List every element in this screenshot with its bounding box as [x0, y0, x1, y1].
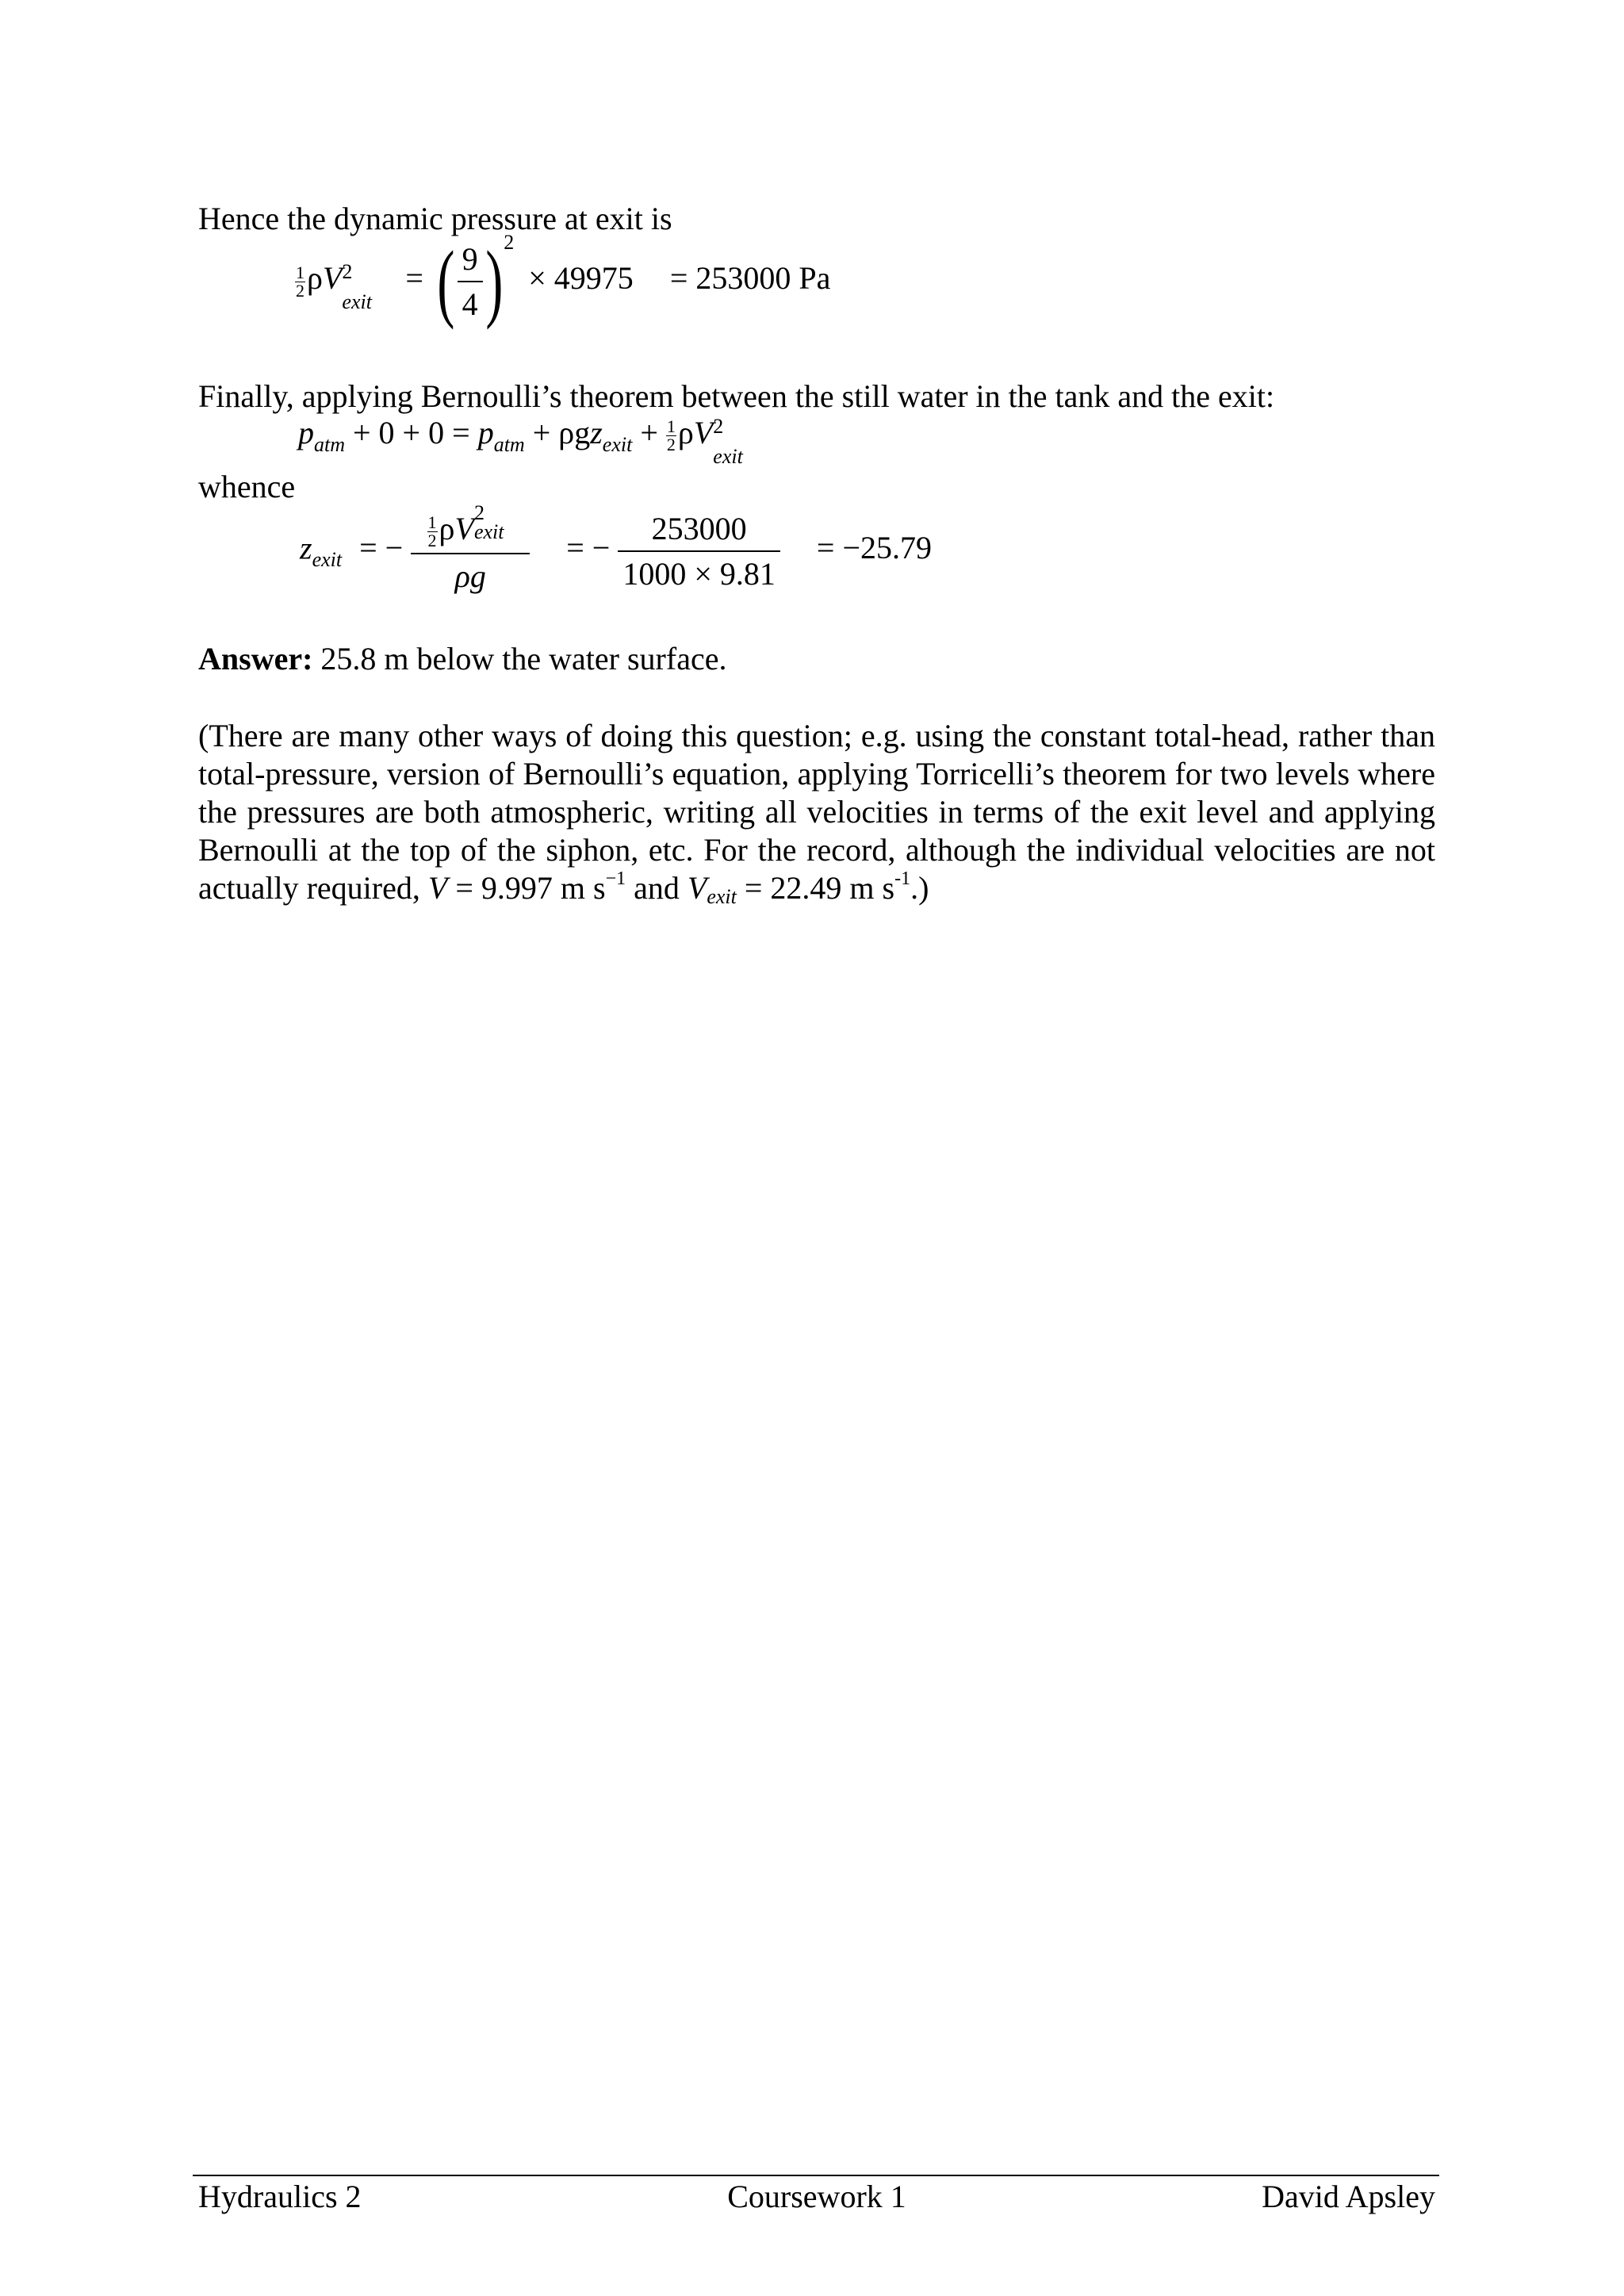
footer-title: Coursework 1	[727, 2179, 906, 2214]
note-text: (There are many other ways of doing this question; e.g. using the constant total-head, rather than total-pressure, version of Bernoulli’s equation, applying Torricelli’s theorem for two levels where the pressures are both atmospheric, writing all velocities in terms of the exit level and applying Bernoulli at the top of the siphon, etc. For the record, although the individual velocities are not actually required,	[198, 718, 1435, 906]
intro-text: Hence the dynamic pressure at exit is	[198, 201, 672, 236]
subscript-exit-2: exit	[713, 445, 743, 468]
rho-symbol: ρ	[677, 415, 694, 450]
fraction-numerator	[411, 501, 530, 554]
z-symbol: z	[590, 415, 603, 450]
equals-sign: =	[405, 260, 423, 297]
fraction-dynamic-over-rho-g	[411, 501, 530, 595]
equation-dynamic-pressure	[295, 231, 831, 330]
subscript-exit: exit	[602, 433, 633, 456]
equation-z-exit	[300, 501, 933, 595]
superscript: 2	[473, 501, 485, 524]
half-fraction	[666, 418, 676, 454]
superscript: 2	[713, 415, 724, 438]
subscript-atm-2: atm	[493, 433, 525, 456]
fraction-numerator: 9	[458, 240, 483, 282]
half-denominator: 2	[666, 435, 676, 455]
intro-paragraph	[198, 200, 1435, 238]
subscript-exit: exit	[312, 548, 343, 572]
fraction-nine-fourths	[458, 240, 483, 323]
velocity-value: = 9.997 m s	[447, 870, 606, 906]
bernoulli-paragraph	[198, 378, 1435, 416]
footer-course: Hydraulics 2	[198, 2179, 362, 2214]
equation-bernoulli	[298, 414, 753, 468]
rho-symbol: ρ	[307, 260, 323, 297]
times-value: × 49975	[528, 260, 634, 297]
paren-superscript: 2	[504, 231, 515, 255]
footer-author: David Apsley	[1262, 2179, 1435, 2214]
velocity-exit-value: = 22.49 m s	[736, 870, 895, 906]
subscript-atm: atm	[314, 433, 345, 456]
footer-rule	[193, 2175, 1439, 2176]
velocity-symbol: V	[427, 870, 448, 906]
superscript-unit: −1	[605, 868, 626, 889]
half-denominator: 2	[427, 531, 437, 551]
numeric-denominator: 1000 × 9.81	[622, 556, 776, 592]
fraction-numeric	[618, 510, 780, 592]
pressure-symbol: p	[298, 415, 314, 450]
rho-symbol: ρ	[439, 511, 455, 546]
page-footer	[198, 2177, 1435, 2217]
closing-text: .)	[910, 870, 929, 906]
equals-minus: = −	[359, 530, 404, 566]
plus-sign: +	[640, 415, 658, 450]
and-text: and	[626, 870, 688, 906]
whence-text: whence	[198, 469, 296, 504]
pressure-symbol-2: p	[477, 415, 494, 450]
half-numerator: 1	[427, 512, 437, 533]
result-value: = 253000 Pa	[669, 260, 831, 297]
half-numerator: 1	[296, 262, 304, 282]
left-paren: (	[437, 233, 455, 330]
answer-text: 25.8 m below the water surface.	[312, 641, 727, 677]
superscript: 2	[342, 260, 353, 284]
numeric-numerator: 253000	[618, 510, 780, 552]
fraction-denominator: 4	[462, 286, 478, 322]
velocity-symbol: V	[454, 511, 474, 546]
right-paren: )	[485, 233, 503, 330]
z-symbol: z	[300, 530, 312, 566]
sup-sub-stack	[473, 501, 514, 543]
superscript-unit-2: -1	[894, 868, 911, 889]
half-fraction	[295, 264, 305, 300]
equals-minus-2: = −	[566, 530, 611, 566]
answer-paragraph	[198, 640, 1435, 678]
half-denominator: 2	[296, 280, 304, 301]
result-value: = −25.79	[816, 530, 933, 566]
answer-label: Answer:	[198, 641, 313, 677]
bernoulli-text: Finally, applying Bernoulli’s theorem between the still water in the tank and the exit:	[198, 378, 1275, 414]
note-paragraph	[198, 717, 1435, 912]
subscript-exit: exit	[707, 885, 737, 908]
middle-terms: + 0 + 0 =	[353, 415, 470, 450]
half-fraction	[427, 514, 438, 550]
subscript-exit: exit	[473, 520, 504, 543]
velocity-exit-symbol: V	[687, 870, 707, 906]
velocity-symbol: V	[322, 260, 343, 297]
rho-g-term: + ρg	[532, 415, 591, 450]
subscript-exit: exit	[342, 290, 372, 314]
half-numerator: 1	[666, 416, 676, 437]
velocity-symbol: V	[693, 415, 714, 450]
fraction-denominator: ρg	[454, 558, 486, 595]
whence-paragraph	[198, 468, 1435, 506]
